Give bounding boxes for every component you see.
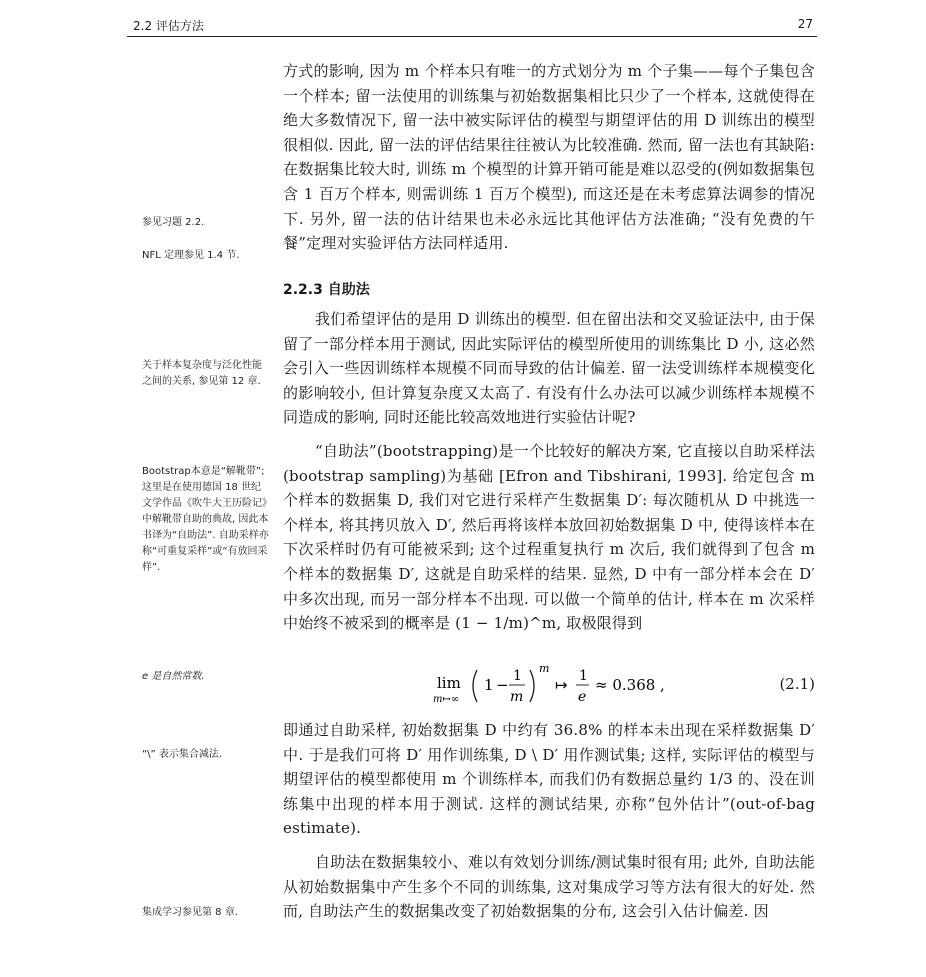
paragraph-out-of-bag: 即通过自助采样, 初始数据集 D 中约有 36.8% 的样本未出现在采样数据集 D′ 中. 于是我们可将 D′ 用作训练集, D \ D′ 用作测试集; 这样, 实际评估的模型与期望评估的模型都使用 m 个训练样本, 而我们仍有数据总量约 1/3 的、没在训练集中出现的样本用于测试. 这样的测试结果, 亦称“包外估计”(out-of-bag estimate). (283, 721, 820, 838)
subsection-heading: 2.2.3 自助法 (283, 282, 370, 298)
lim-subscript: m↦∞ (433, 694, 460, 705)
paragraph-motivation: 我们希望评估的是用 D 训练出的模型. 但在留出法和交叉验证法中, 由于保留了一部分样本用于测试, 因此实际评估的模型所使用的训练集比 D 小, 这必然会引入一些因训练样本规模不同而导致的估计偏差. 留一法受训练样本规模变化的影响较小, 但计算复杂度又太高了. 有没有什么办法可以减少训练样本规模不同造成的影响, 同时还能比较高效地进行实验估计呢? (283, 310, 815, 427)
fraction-denominator: m (510, 689, 524, 705)
left-paren (473, 670, 477, 702)
page-number: 27 (797, 17, 813, 31)
paragraph-leave-one-out: 方式的影响, 因为 m 个样本只有唯一的方式划分为 m 个子集——每个子集包含一个样本; 留一法使用的训练集与初始数据集相比只少了一个样本, 这就使得在绝大多数情况下, 留一法中被实际评估的模型与期望评估的用 D 训练出的模型很相似. 因此, 留一法的评估结果往往被认为比较准确. 然而, 留一法也有其缺陷: 在数据集比较大时, 训练 m 个模型的计算开销可能是难以忍受的(例如数据集包含 1 百万个样本, 则需训练 1 百万个模型), 而这还是在未考虑算法调参的情况下. 另外, 留一法的估计结果也未必永远比其他评估方法准确; “没有免费的午餐”定理对实验评估方法同样适用. (283, 62, 820, 253)
equation-2-1 (283, 656, 815, 716)
paragraph-bootstrapping: “自助法”(bootstrapping)是一个比较好的解决方案, 它直接以自助采样法(bootstrap sampling)为基础 [Efron and Tibshirani, 1993]. 给定包含 m 个样本的数据集 D, 我们对它进行采样产生数据集 D′: 每次随机从 D 中挑选一个样本, 将其拷贝放入 D′, 然后再将该样本放回初始数据集 D 中, 使得该样本在下次采样时仍有可能被采到; 这个过程重复执行 m 次后, 我们就得到了包含 m 个样本的数据集 D′, 这就是自助采样的结果. 显然, D 中有一部分样本会在 D′ 中多次出现, 而另一部分样本不出现. 可以做一个简单的估计, 样本在 m 次采样中始终不被采到的概率是 (1 − 1/m)^m, 取极限得到 (283, 442, 820, 633)
approx-value: ≈ 0.368 , (595, 676, 665, 694)
margin-note-nfl: NFL 定理参见 1.4 节. (142, 250, 240, 261)
paragraph-bootstrap-pros-cons: 自助法在数据集较小、难以有效划分训练/测试集时很有用; 此外, 自助法能从初始数据集中产生多个不同的训练集, 这对集成学习等方法有很大的好处. 然而, 自助法产生的数据集改变了初始数据集的分布, 这会引入估计偏差. 因 (283, 853, 815, 921)
fraction-numerator: 1 (513, 668, 522, 684)
e-fraction-denominator: e (578, 689, 587, 705)
mapsto-arrow: ↦ (555, 676, 568, 694)
section-title: 2.2 评估方法 (133, 19, 204, 33)
one: 1 (484, 676, 494, 694)
margin-note-exercise: 参见习题 2.2. (142, 217, 205, 228)
margin-note-sample-complexity: 关于样本复杂度与泛化性能之间的关系, 参见第 12 章. (142, 360, 262, 387)
e-fraction-numerator: 1 (579, 668, 588, 684)
right-paren (530, 670, 534, 702)
margin-note-ensemble: 集成学习参见第 8 章. (142, 907, 238, 918)
limit-formula (433, 656, 673, 716)
equation-number: (2.1) (779, 675, 815, 693)
margin-note-bootstrap-origin: Bootstrap本意是“解靴带”; 这里是在使用德国 18 世纪文学作品《吹牛大王历险记》中解靴带自助的典故, 因此本书译为“自助法”. 自助采样亦称“可重复采样”或“有放回采样”. (142, 466, 269, 573)
running-header (127, 14, 817, 37)
lim-symbol: lim (437, 674, 461, 692)
margin-note-euler: e 是自然常数. (142, 671, 205, 682)
exponent: m (539, 662, 550, 675)
minus-sign: − (496, 676, 509, 694)
margin-note-set-minus: “\” 表示集合减法. (142, 749, 223, 760)
